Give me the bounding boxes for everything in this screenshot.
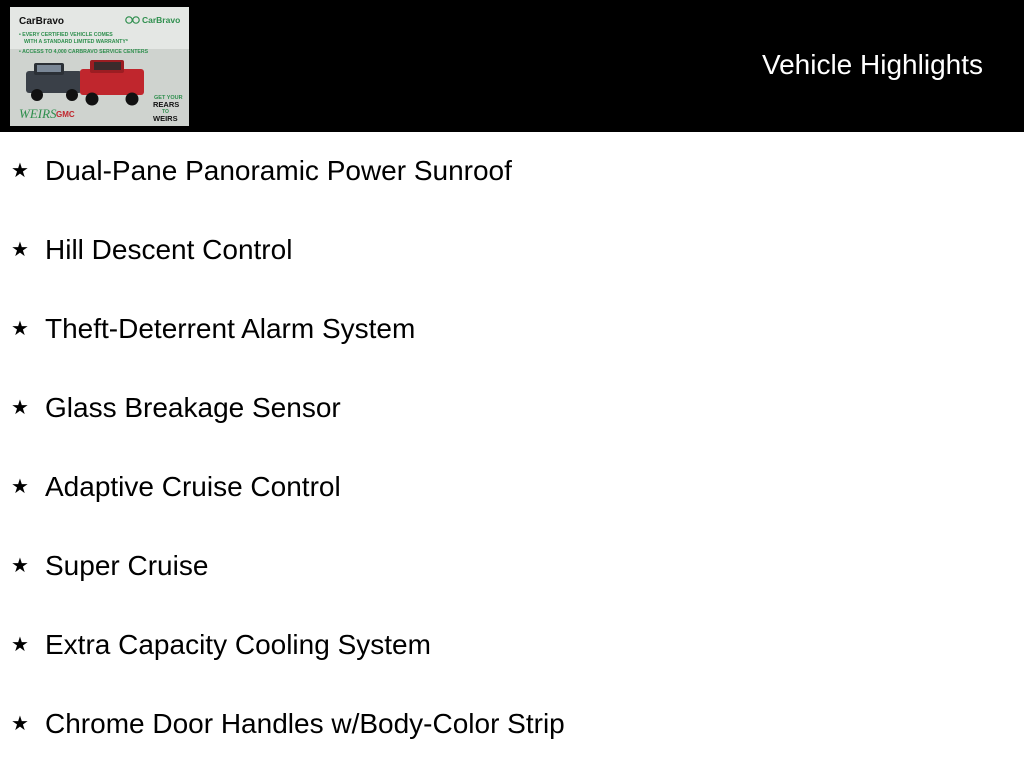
logo-dealer: WEIRS xyxy=(19,106,57,121)
logo-bullet-1-line-2: WITH A STANDARD LIMITED WARRANTY* xyxy=(24,39,128,45)
list-item xyxy=(0,233,1024,273)
logo-bullet-1-line-1: • EVERY CERTIFIED VEHICLE COMES xyxy=(19,32,113,38)
dealer-logo xyxy=(10,7,189,126)
logo-bullet-2: • ACCESS TO 4,000 CARBRAVO SERVICE CENTERS xyxy=(19,49,149,55)
highlight-label: Dual-Pane Panoramic Power Sunroof xyxy=(45,155,512,186)
star-icon: ★ xyxy=(11,711,29,735)
logo-brand-left: CarBravo xyxy=(19,16,65,27)
star-icon: ★ xyxy=(11,395,29,419)
star-icon: ★ xyxy=(11,316,29,340)
logo-slogan-1: GET YOUR xyxy=(154,95,183,101)
list-item xyxy=(0,391,1024,431)
star-icon: ★ xyxy=(11,632,29,656)
list-item xyxy=(0,707,1024,747)
logo-brand-right: CarBravo xyxy=(142,15,181,25)
highlight-label: Theft-Deterrent Alarm System xyxy=(45,313,416,344)
highlight-label: Chrome Door Handles w/Body-Color Strip xyxy=(45,708,565,739)
logo-slogan-2: REARS xyxy=(153,100,180,109)
page-title: Vehicle Highlights xyxy=(761,49,983,80)
list-item xyxy=(0,312,1024,352)
highlight-label: Hill Descent Control xyxy=(45,234,293,265)
list-item xyxy=(0,549,1024,589)
header-bar xyxy=(0,0,1024,132)
highlight-label: Super Cruise xyxy=(45,550,209,581)
highlight-label: Extra Capacity Cooling System xyxy=(45,629,431,660)
highlight-label: Adaptive Cruise Control xyxy=(45,471,341,502)
highlight-label: Glass Breakage Sensor xyxy=(45,392,341,423)
star-icon: ★ xyxy=(11,474,29,498)
list-item xyxy=(0,470,1024,510)
star-icon: ★ xyxy=(11,237,29,261)
star-icon: ★ xyxy=(11,553,29,577)
logo-slogan-3: TO xyxy=(162,109,169,115)
star-icon: ★ xyxy=(11,158,29,182)
logo-slogan-4: WEIRS xyxy=(153,114,178,123)
list-item xyxy=(0,628,1024,668)
logo-make: GMC xyxy=(56,110,75,119)
list-item xyxy=(0,154,1024,194)
